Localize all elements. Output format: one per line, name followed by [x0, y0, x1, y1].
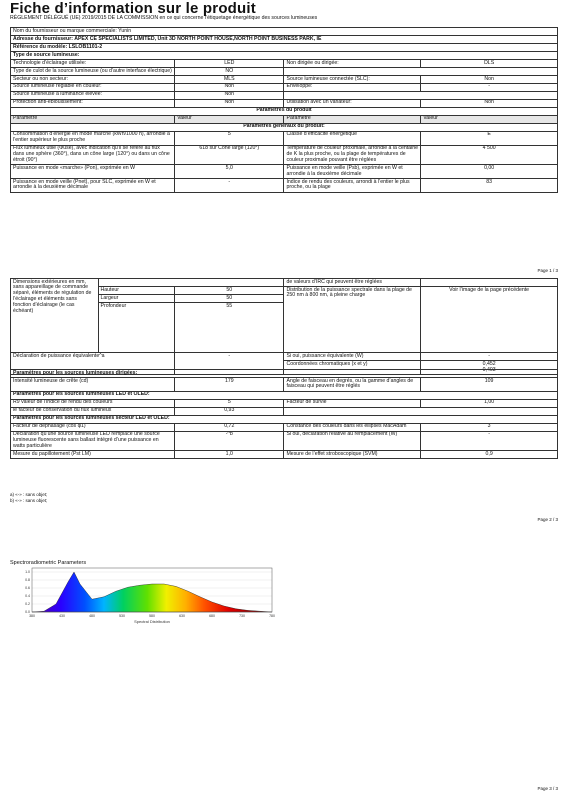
led-param: R9 valeur de l’indice de rendu des couleurs	[11, 399, 175, 407]
led-value-2: 1,00	[421, 399, 558, 407]
general-value-2: 83	[421, 178, 558, 192]
general-value-2: 4 500	[421, 145, 558, 165]
col-header-value-1: Valeur	[175, 115, 284, 123]
spectrum-x-axis-label: Spectral Distribution	[134, 619, 170, 624]
type-row	[11, 91, 558, 99]
led-row	[11, 399, 558, 407]
type-param: Secteur ou non secteur:	[11, 75, 175, 83]
footnote-b: b) «-» : sans objet;	[10, 498, 48, 503]
spectrum-x-tick: 630	[179, 614, 185, 618]
general-param: Flux lumineux utile (Φuse), avec indication qu’il se réfère au flux dans une sphère (360°), dans un cône large (120°) ou dans un cône étroit (90°)	[11, 145, 175, 165]
type-row	[11, 83, 558, 91]
spectrum-x-tick: 730	[239, 614, 245, 618]
directional-value-2: 109	[421, 377, 558, 391]
chromaticity-label: Coordonnées chromatiques (x et y)	[284, 361, 421, 375]
col-header-param-1: Paramètre	[11, 115, 175, 123]
spectral-distribution-label: Distribution de la puissance spectrale dans la plage de 250 nm à 800 nm, à pleine charge	[284, 286, 421, 352]
mains-param: Déclaration qu’une source lumineuse LED remplace une source lumineuse fluorescente sans ballast intégré d’une puissance en watts particulière	[11, 431, 175, 451]
type-empty	[284, 67, 558, 75]
spectrum-x-tick: 430	[59, 614, 65, 618]
spectrum-y-tick: 0.6	[25, 586, 30, 591]
mains-value-2: 0,9	[421, 451, 558, 459]
spectrum-x-tick: 480	[89, 614, 95, 618]
spectrum-x-tick: 530	[119, 614, 125, 618]
mains-value-2: -	[421, 431, 558, 451]
dim-value-width: 50	[175, 294, 284, 302]
mains-header: Paramètres pour les sources lumineuses secteur LED et OLED:	[11, 415, 558, 423]
type-value: Non	[175, 99, 284, 107]
spectrum-x-tick: 680	[209, 614, 215, 618]
col-header-value-2: Valeur	[421, 115, 558, 123]
mains-value: -^b	[175, 431, 284, 451]
type-param: Protection anti-éblouissement:	[11, 99, 175, 107]
col-header-param-2: Paramètre	[284, 115, 421, 123]
type-value-2: Non	[421, 75, 558, 83]
type-empty	[284, 91, 558, 99]
page-title: Fiche d’information sur le produit	[10, 0, 256, 17]
mains-value-2: 3	[421, 423, 558, 431]
dim-label-depth: Profondeur	[98, 302, 175, 352]
equivalent-power-right-value: -	[421, 353, 558, 361]
type-param: Source lumineuse réglable en couleur:	[11, 83, 175, 91]
product-info-table	[10, 27, 558, 193]
general-param: Puissance en mode «marche» (Pon), exprimée en W	[11, 165, 175, 179]
general-params-header: Paramètres généraux du produit:	[11, 123, 558, 131]
type-param: Technologie d’éclairage utilisée:	[11, 59, 175, 67]
type-value: Non	[175, 83, 284, 91]
type-param: Type de culot de la source lumineuse (ou d’autre interface électrique)	[11, 67, 175, 75]
type-value: MLS	[175, 75, 284, 83]
mains-row	[11, 431, 558, 451]
led-header: Paramètres pour les sources lumineuses LED et OLED:	[11, 391, 558, 399]
type-param-2: Source lumineuse connectée (SLC):	[284, 75, 421, 83]
dimensions-label: Dimensions extérieures en mm, sans appareillage de commande séparé, éléments de régulation de l’éclairage et éléments sans fonction d’éclairage (le cas échéant)	[11, 279, 99, 353]
general-param-2: Classe d’efficacité énergétique	[284, 131, 421, 145]
equivalent-power-label: Déclaration de puissance équivalente^a	[11, 353, 175, 375]
mains-value: 1,0	[175, 451, 284, 459]
spectrum-title: Spectroradiometric Parameters	[10, 560, 87, 566]
general-row	[11, 145, 558, 165]
supplier-address: Adresse du fournisseur: APEX CE SPECIALISTS LIMITED, Unit 3D NORTH POINT HOUSE,NORTH POINT BUSINESS PARK, IE	[11, 35, 558, 43]
general-row	[11, 178, 558, 192]
led-param-2: Facteur de survie	[284, 399, 421, 407]
spectral-distribution-value: Voir l’image de la page précédente	[421, 286, 558, 352]
general-value-2: 0,00	[421, 165, 558, 179]
type-value-2: DLS	[421, 59, 558, 67]
spectrum-x-tick: 780	[269, 614, 275, 618]
type-param-2: Non dirigée ou dirigée:	[284, 59, 421, 67]
spectrum-y-tick: 0.4	[25, 594, 30, 599]
chromaticity-value: 0,452 0,403	[421, 361, 558, 375]
spectrum-x-tick: 380	[29, 614, 35, 618]
spectrum-x-tick: 580	[149, 614, 155, 618]
spectrum-area	[32, 572, 272, 612]
mains-param: Mesure du papillotement (Pst LM)	[11, 451, 175, 459]
general-row	[11, 131, 558, 145]
general-param-2: Indice de rendu des couleurs, arrondi à l’entier le plus proche, ou la plage	[284, 178, 421, 192]
type-param: Source lumineuse à luminance élevée:	[11, 91, 175, 99]
model-reference: Référence du modèle: LSLOB1101-2	[11, 43, 558, 51]
page-number-3: Page 3 / 3	[537, 786, 558, 791]
mains-param-2: Mesure de l’effet stroboscopique (SVM)	[284, 451, 421, 459]
general-value: 618 sur Cône large (120°)	[175, 145, 284, 165]
supplier-trademark: Nom du fournisseur ou marque commerciale: Yunin	[11, 28, 558, 36]
led-value: 0,93	[175, 407, 284, 415]
page-number-1: Page 1 / 3	[537, 268, 558, 273]
directional-params-table	[10, 369, 558, 459]
directional-row	[11, 377, 558, 391]
spectrum-y-tick: 0.0	[25, 610, 30, 615]
general-param: Puissance en mode veille (Pnet), pour SLC, exprimée en W et arrondie à la deuxième décimale	[11, 178, 175, 192]
general-value: 5,0	[175, 165, 284, 179]
mains-param-2: Si oui, déclaration relative au remplacement (W)	[284, 431, 421, 451]
dim-value-depth: 55	[175, 302, 284, 352]
light-source-type-header: Type de source lumineuse:	[11, 51, 558, 59]
type-row	[11, 99, 558, 107]
type-row	[11, 59, 558, 67]
general-value: -	[175, 178, 284, 192]
directional-param: Intensité lumineuse de crête (cd)	[11, 377, 175, 391]
regulation-text: RÈGLEMENT DÉLÉGUÉ (UE) 2019/2015 DE LA COMMISSION en ce qui concerne l’étiquetage énergétique des sources lumineuses	[10, 15, 318, 21]
mains-value: 0,72	[175, 423, 284, 431]
type-row	[11, 75, 558, 83]
spectrum-y-tick: 1.0	[25, 570, 30, 575]
mains-row	[11, 423, 558, 431]
spectrum-y-tick: 0.8	[25, 578, 30, 583]
general-param: Consommation d’énergie en mode marche (kWh/1000 h), arrondie à l’entier supérieur le plus proche	[11, 131, 175, 145]
equivalent-power-value: -	[175, 353, 284, 375]
footnote-a: a) «-» : sans objet;	[10, 492, 48, 497]
type-value: LED	[175, 59, 284, 67]
general-row	[11, 165, 558, 179]
mains-param: Facteur de déphasage (cos φ1)	[11, 423, 175, 431]
type-value-2: -	[421, 83, 558, 91]
dim-label-height: Hauteur	[98, 286, 175, 294]
page-number-2: Page 2 / 3	[537, 517, 558, 522]
product-info-table-continued	[10, 278, 558, 375]
type-row	[11, 67, 558, 75]
type-value-2: Non	[421, 99, 558, 107]
led-row	[11, 407, 558, 415]
directional-header: Paramètres pour les sources lumineuses dirigées:	[11, 370, 558, 378]
type-value: Non	[175, 91, 284, 99]
led-empty	[284, 407, 558, 415]
general-value-2: E	[421, 131, 558, 145]
equivalent-power-right-label: Si oui, puissance équivalente (W)	[284, 353, 421, 361]
cri-range-cont: de valeurs d’IRC qui peuvent être réglées	[284, 279, 421, 287]
spectrum-y-tick: 0.2	[25, 602, 30, 607]
directional-param-2: Angle de faisceau en degrés, ou la gamme d’angles de faisceau qui peuvent être réglés	[284, 377, 421, 391]
type-param-2: Utilisation avec un variateur:	[284, 99, 421, 107]
spectrum-chart	[10, 566, 280, 626]
mains-param-2: Constance des couleurs dans les ellipses MacAdam	[284, 423, 421, 431]
general-param-2: Température de couleur proximale, arrondie à la centaine de K la plus proche, ou la plage de températures de couleur proximale pouvant être réglées	[284, 145, 421, 165]
dim-label-width: Largeur	[98, 294, 175, 302]
dim-value-height: 50	[175, 286, 284, 294]
product-params-header: Paramètres du produit	[11, 107, 558, 115]
type-param-2: Enveloppe:	[284, 83, 421, 91]
general-value: 5	[175, 131, 284, 145]
type-value: NO	[175, 67, 284, 75]
led-param: le facteur de conservation du flux lumineux	[11, 407, 175, 415]
led-value: 5	[175, 399, 284, 407]
mains-row	[11, 451, 558, 459]
directional-value: 179	[175, 377, 284, 391]
general-param-2: Puissance en mode veille (Psb), exprimée en W et arrondie à la deuxième décimale	[284, 165, 421, 179]
